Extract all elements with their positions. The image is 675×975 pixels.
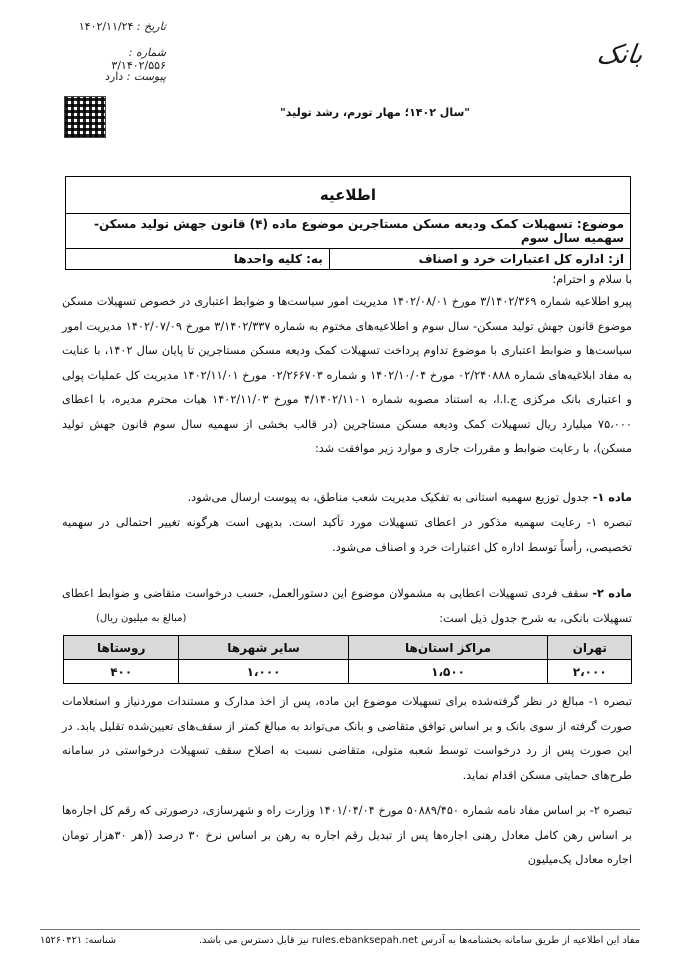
value-provincial-centers: ۱،۵۰۰ <box>348 660 548 684</box>
qr-code <box>64 96 106 138</box>
article-2-text: سقف فردی تسهیلات اعطایی به مشمولان موضوع این دستورالعمل، حسب درخواست متقاضی و ضوابط اعطای تسهیلات بانکی، به شرح جدول ذیل است: <box>62 587 632 625</box>
from-line: از: اداره کل اعتبارات خرد و اصناف <box>329 249 630 269</box>
loan-cap-table <box>63 635 632 684</box>
attachment-line <box>74 70 166 83</box>
unit-note: (مبالغ به میلیون ریال) <box>96 613 187 624</box>
value-tehran: ۲،۰۰۰ <box>548 660 632 684</box>
header-other-cities: سایر شهرها <box>179 636 348 660</box>
to-line: به: کلیه واحدها <box>233 252 323 266</box>
note-3: تبصره ۲- بر اساس مفاد نامه شماره ۵۰۸۸۹/۴۵۰ مورخ ۱۴۰۱/۰۴/۰۴ وزارت راه و شهرسازی، درصورتی که رقم کل اجاره‌ها بر اساس رهن کامل معادل رهنی اجاره‌ها پس از تبدیل رقم اجاره به رهن بر اساس نرخ ۳۰ درصد ((هر ۳۰هزار تومان اجاره معادل یک‌میلیون <box>62 804 632 866</box>
date-value: ۱۴۰۲/۱۱/۲۴ <box>78 20 134 33</box>
date-label: تاریخ : <box>136 20 166 33</box>
value-villages: ۴۰۰ <box>64 660 179 684</box>
paragraph-intro: پیرو اطلاعیه شماره ۳/۱۴۰۲/۳۶۹ مورخ ۱۴۰۲/۰۸/۰۱ مدیریت امور سیاست‌ها و ضوابط اعتباری در خصوص تسهیلات مسکن موضوع قانون جهش تولید مسکن- سال سوم و اطلاعیه‌های مختوم به شماره ۳/۱۴۰۲/۳۳۷ مورخ ۱۴۰۲/۰۷/۰۹ مدیریت امور سیاست‌ها و ضوابط اعتباری با موضوع تداوم پرداخت تسهیلات کمک ودیعه مسکن مستاجرین تا پایان سال ۱۴۰۲، با عنایت به مفاد ابلاغیه‌های شماره ۰۲/۲۴۰۸۸۸ مورخ ۱۴۰۲/۱۰/۰۴ و شماره ۰۲/۲۶۶۷۰۳ مورخ ۱۴۰۲/۱۱/۰۱ مدیریت کل عملیات پولی و اعتباری بانک مرکزی ج.ا.ا، به استناد مصوبه شماره ۴/۱۴۰۲/۱۱۰۱ مورخ ۱۴۰۲/۱۱/۰۳ هیات محترم مدیره، با اعطای ۷۵،۰۰۰ میلیارد ریال تسهیلات کمک ودیعه مسکن مستاجرین (در قالب بخشی از سهمیه سال سوم قانون جهش تولید مسکن)، با رعایت ضوابط و مقررات جاری و موارد زیر موافقت شد: <box>62 295 632 455</box>
article-1 <box>62 486 632 511</box>
number-line <box>74 46 166 72</box>
greeting: با سلام و احترام؛ <box>552 273 632 286</box>
header-villages: روستاها <box>64 636 179 660</box>
from-to-row <box>66 248 630 269</box>
document-id: شناسه: ۱۵۲۶۰۴۲۱ <box>40 935 117 946</box>
number-label: شماره : <box>128 46 166 59</box>
table-row <box>64 660 632 684</box>
article-1-text: جدول توزیع سهمیه استانی به تفکیک مدیریت شعب مناطق، به پیوست ارسال می‌شود. <box>187 491 590 504</box>
attachment-value: دارد <box>105 70 124 83</box>
bank-logo: بانک <box>595 40 646 70</box>
footer-divider <box>40 929 640 930</box>
slogan: "سال ۱۴۰۲؛ مهار تورم، رشد تولید" <box>280 106 471 119</box>
table-header-row <box>64 636 632 660</box>
footer-notice: مفاد این اطلاعیه از طریق سامانه بخشنامه‌ها به آدرس rules.ebanksepah.net نیز قابل دسترس می باشد. <box>198 935 640 946</box>
date-line <box>74 20 166 33</box>
note-2: تبصره ۱- مبالغ در نظر گرفته‌شده برای تسهیلات موضوع این ماده، پس از اخذ مدارک و مستندات موردنیاز و استعلامات صورت گرفته از سوی بانک و بر اساس توافق متقاضی و بانک می‌تواند به مبالغ کمتر از سقف‌های تعیین‌شده تقلیل یابد. در این صورت پس از رد درخواست توسط شعبه متولی، متقاضی نسبت به اصلاح سقف تسهیلات درخواستی در سامانه طرح‌های حمایتی مسکن اقدام نماید. <box>62 695 633 782</box>
value-other-cities: ۱،۰۰۰ <box>179 660 348 684</box>
notice-title: اطلاعیه <box>319 186 377 204</box>
article-2-label: ماده ۲- <box>592 587 633 600</box>
notice-header <box>65 176 631 270</box>
header-tehran: تهران <box>548 636 632 660</box>
attachment-label: پیوست : <box>126 70 166 83</box>
note-1: تبصره ۱- رعایت سهمیه مذکور در اعطای تسهیلات مورد تأکید است. بدیهی است هرگونه تغییر احتمالی در سهمیه تخصیصی، رأساً توسط اداره کل اعتبارات خرد و اصناف می‌شود. <box>62 516 632 554</box>
footer <box>40 935 640 946</box>
article-1-label: ماده ۱- <box>592 491 632 504</box>
header-provincial-centers: مراکز استان‌ها <box>348 636 548 660</box>
subject-line: موضوع: تسهیلات کمک ودیعه مسکن مستاجرین موضوع ماده (۴) قانون جهش تولید مسکن-سهمیه سال سوم <box>66 213 630 248</box>
number-value: ۳/۱۴۰۲/۵۵۶ <box>111 59 166 72</box>
